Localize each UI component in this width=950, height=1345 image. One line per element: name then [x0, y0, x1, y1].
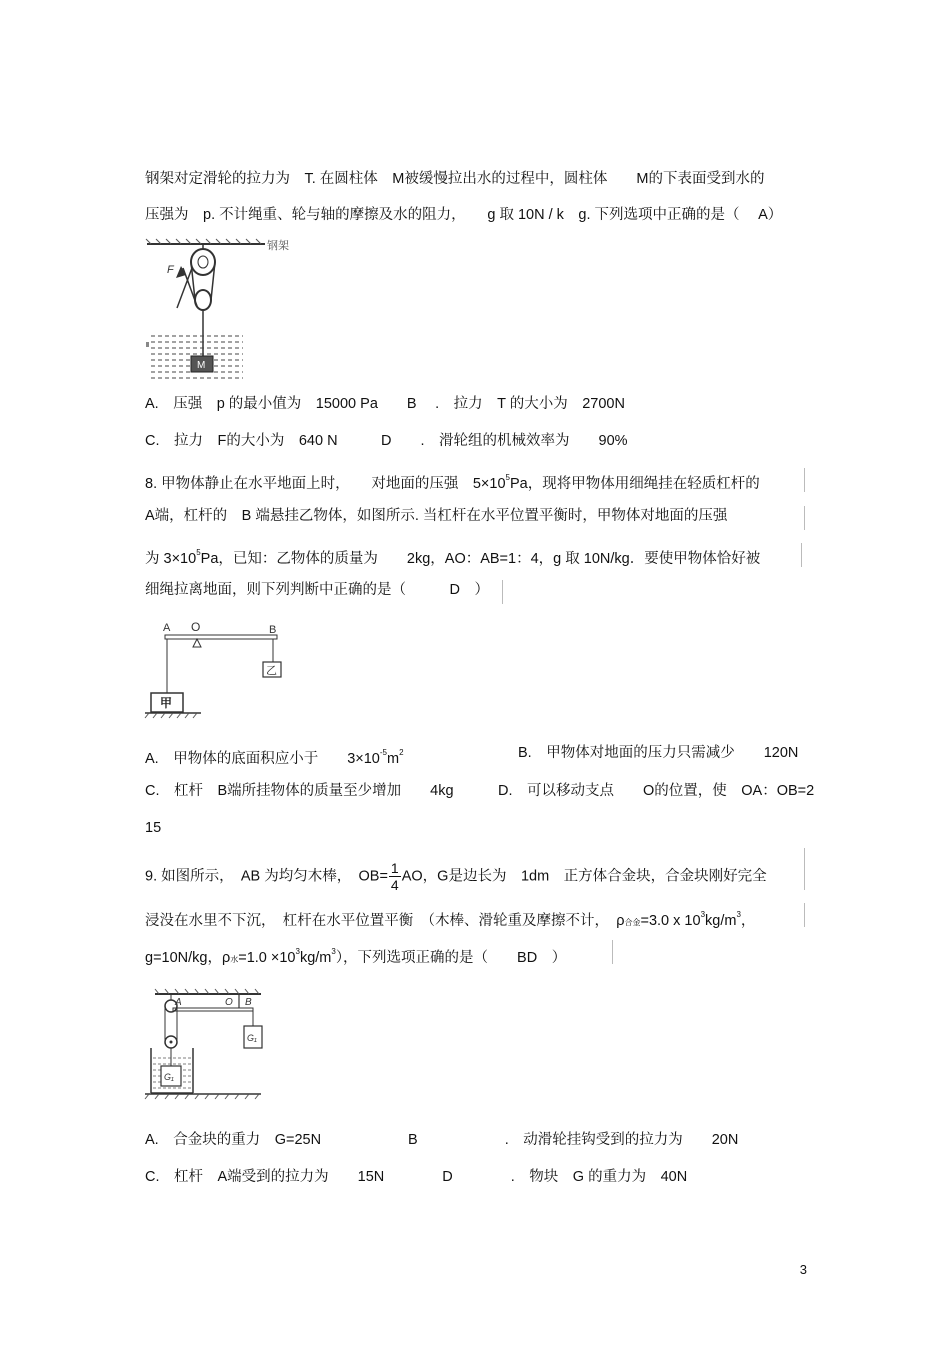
q8-option-c: C. 杠杆 B端所挂物体的质量至少增加 4kg — [145, 783, 454, 799]
steel-frame-label: 钢架 — [267, 240, 289, 252]
q9-lever-pulley-figure — [143, 986, 268, 1104]
q8-option-a: A. 甲物体的底面积应小于 $3\times 10^{-5}m^2$ — [145, 748, 404, 767]
q8-text-line-1: 8. 甲物体静止在水平地面上时， 对地面的压强 $5\times 10^5Pa$，现将甲物体用细绳挂在轻质杠杆的 — [145, 473, 760, 492]
fraction-one-quarter: $\frac{1}{4}$ — [390, 860, 399, 893]
q8-option-b: B. 甲物体对地面的压力只需减少 120N — [518, 745, 799, 761]
q9-text-line-3: g=10N/kg，ρ水$=1.0 \times 10^3kg/m^3$），下列选项正确的是（ BD ） — [145, 947, 567, 966]
page-number: 3 — [799, 1262, 807, 1277]
point-b-label: B — [269, 624, 277, 636]
object-m-label: M — [197, 360, 206, 371]
q8-option-d-continued: 15 — [145, 820, 162, 836]
q7-option-c-d: C. 拉力 F的大小为 640 N D . 滑轮组的机械效率为 90% — [145, 433, 628, 449]
point-a-label: A — [175, 997, 182, 1008]
q9-option-a-b: A. 合金块的重力 G=25N B . 动滑轮挂钩受到的拉力为 20N — [145, 1132, 739, 1148]
q7-text-line-2: 压强为 p. 不计绳重、轮与轴的摩擦及水的阻力， g 取 10N / k g. 下列选项中正确的是（ A） — [145, 207, 783, 223]
q8-option-d: D. 可以移动支点 O的位置，使 OA：OB=2 — [498, 783, 815, 799]
q7-option-a-b: A. 压强 p 的最小值为 15000 Pa B . 拉力 T 的大小为 2700N — [145, 396, 625, 412]
block-g-label: G₁ — [164, 1072, 174, 1082]
q8-text-line-3: 为 $3\times 10^5Pa$，已知：乙物体的质量为 2kg，AO：AB=1：4，g 取 10N/kg．要使甲物体恰好被 — [145, 548, 761, 567]
point-b-label: B — [245, 997, 252, 1008]
point-o-label: O — [191, 620, 201, 634]
q8-lever-figure — [143, 618, 293, 720]
q9-text-line-2: 浸没在水里不下沉， 杠杆在水平位置平衡 （木棒、滑轮重及摩擦不计， ρ合金=3.0 x $10^3kg/m^3$， — [145, 910, 756, 929]
force-f-label: F — [167, 264, 174, 276]
object-jia-label: 甲 — [160, 696, 173, 710]
q7-pulley-figure — [145, 238, 295, 383]
q8-text-line-4: 细绳拉离地面，则下列判断中正确的是（ D ） — [145, 582, 489, 598]
q9-text-line-1: 9. 如图所示， AB 为均匀木棒， OB= $\frac{1}{4}$ AO，G是边长为 1dm 正方体合金块，合金块刚好完全 — [145, 860, 767, 893]
q8-text-line-2: A端，杠杆的 B 端悬挂乙物体，如图所示. 当杠杆在水平位置平衡时，甲物体对地面的压强 — [145, 508, 728, 524]
point-o-label: O — [225, 997, 233, 1008]
q7-text-line-1: 钢架对定滑轮的拉力为 T. 在圆柱体 M被缓慢拉出水的过程中，圆柱体 M的下表面受到水的 — [145, 171, 765, 187]
q9-option-c-d: C. 杠杆 A端受到的拉力为 15N D . 物块 G 的重力为 40N — [145, 1169, 688, 1185]
weight-g1-label: G₁ — [247, 1033, 257, 1043]
point-a-label: A — [163, 622, 171, 634]
object-yi-label: 乙 — [266, 665, 277, 677]
